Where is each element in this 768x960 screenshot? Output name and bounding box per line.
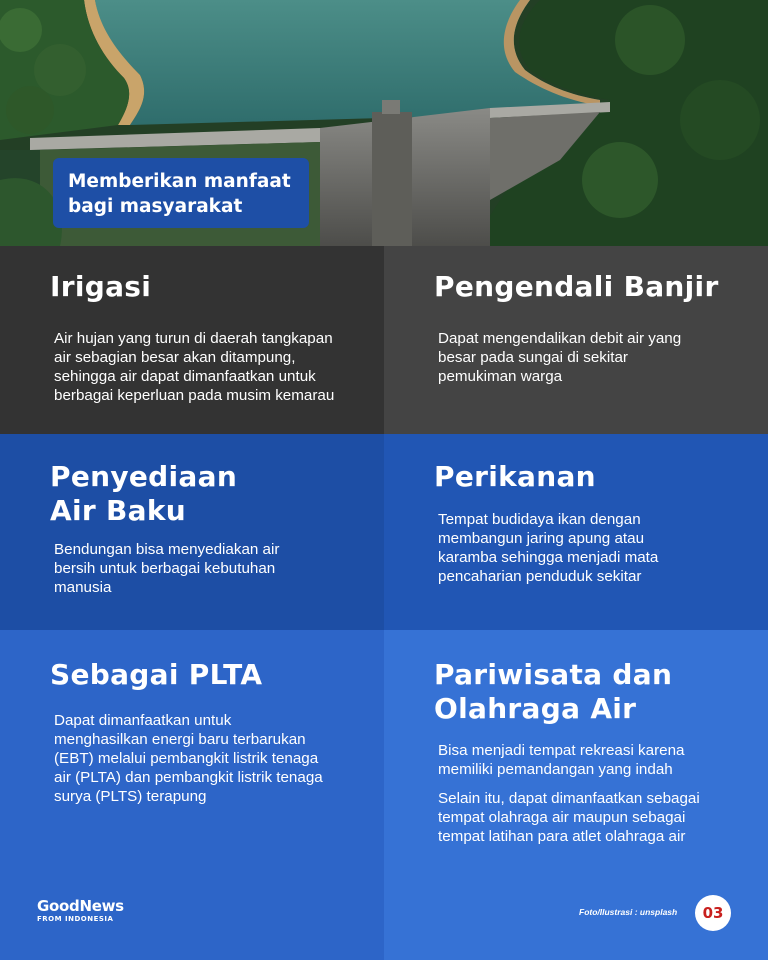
card-body-line: karamba sehingga menjadi mata xyxy=(438,549,659,566)
card-title xyxy=(434,460,596,494)
goodnews-logo xyxy=(37,898,124,924)
dam-photo xyxy=(0,0,768,246)
card-penyediaan-air-baku xyxy=(0,434,384,630)
card-body-line: air sebagian besar akan ditampung, xyxy=(54,349,296,366)
card-title-line: Pengendali Banjir xyxy=(434,270,719,303)
card-body xyxy=(438,510,758,586)
card-body-line: Bendungan bisa menyediakan air xyxy=(54,541,280,558)
card-body xyxy=(54,540,374,597)
logo-tagline: FROM INDONESIA xyxy=(37,915,114,923)
card-body xyxy=(438,741,758,846)
card-body-line: Dapat mengendalikan debit air yang xyxy=(438,330,682,347)
card-body-line: pencaharian penduduk sekitar xyxy=(438,568,642,585)
hero-headline-line-2: bagi masyarakat xyxy=(68,196,243,217)
card-body xyxy=(438,329,758,386)
card-title-line: Irigasi xyxy=(50,270,152,303)
card-body-paragraph-2 xyxy=(438,789,758,846)
card-title xyxy=(50,658,262,692)
card-body-line: surya (PLTS) terapung xyxy=(54,788,207,805)
card-body-line: air (PLTA) dan pembangkit listrik tenaga xyxy=(54,769,323,786)
card-title-line: Perikanan xyxy=(434,460,596,493)
card-body-line: membangun jaring apung atau xyxy=(438,530,645,547)
card-body xyxy=(54,329,374,405)
photo-credit: Foto/Ilustrasi : unsplash xyxy=(579,907,678,917)
card-body-line: sehingga air dapat dimanfaatkan untuk xyxy=(54,368,316,385)
card-body-line: berbagai keperluan pada musim kemarau xyxy=(54,387,335,404)
card-title-line: Sebagai PLTA xyxy=(50,658,263,691)
card-body-line: Bisa menjadi tempat rekreasi karena xyxy=(438,742,685,759)
card-body-line: besar pada sungai di sekitar xyxy=(438,349,628,366)
card-body-line: tempat latihan para atlet olahraga air xyxy=(438,828,686,845)
card-pengendali-banjir xyxy=(384,246,768,434)
card-title xyxy=(50,460,237,528)
card-body-line: Dapat dimanfaatkan untuk xyxy=(54,712,232,729)
card-body xyxy=(54,711,374,806)
card-body-line: menghasilkan energi baru terbarukan xyxy=(54,731,306,748)
card-body-line: Tempat budidaya ikan dengan xyxy=(438,511,641,528)
card-title-line: Air Baku xyxy=(50,494,187,527)
card-title xyxy=(434,270,719,304)
card-title xyxy=(50,270,151,304)
card-title-line: Pariwisata dan xyxy=(434,658,673,691)
card-body-line: memiliki pemandangan yang indah xyxy=(438,761,673,778)
logo-wordmark: GoodNews xyxy=(37,897,124,915)
card-body-line: manusia xyxy=(54,579,112,596)
hero-headline-badge xyxy=(53,158,309,228)
page-number-badge: 03 xyxy=(695,895,731,931)
card-perikanan xyxy=(384,434,768,630)
card-body-line: (EBT) melalui pembangkit listrik tenaga xyxy=(54,750,319,767)
card-body-line: tempat olahraga air maupun sebagai xyxy=(438,809,686,826)
card-body-line: Air hujan yang turun di daerah tangkapan xyxy=(54,330,333,347)
card-irigasi xyxy=(0,246,384,434)
card-title xyxy=(434,658,672,726)
hero-headline-line-1: Memberikan manfaat xyxy=(68,171,291,192)
card-title-line: Penyediaan xyxy=(50,460,238,493)
card-body-line: bersih untuk berbagai kebutuhan xyxy=(54,560,276,577)
card-body-line: Selain itu, dapat dimanfaatkan sebagai xyxy=(438,790,700,807)
card-body-line: pemukiman warga xyxy=(438,368,563,385)
card-title-line: Olahraga Air xyxy=(434,692,637,725)
